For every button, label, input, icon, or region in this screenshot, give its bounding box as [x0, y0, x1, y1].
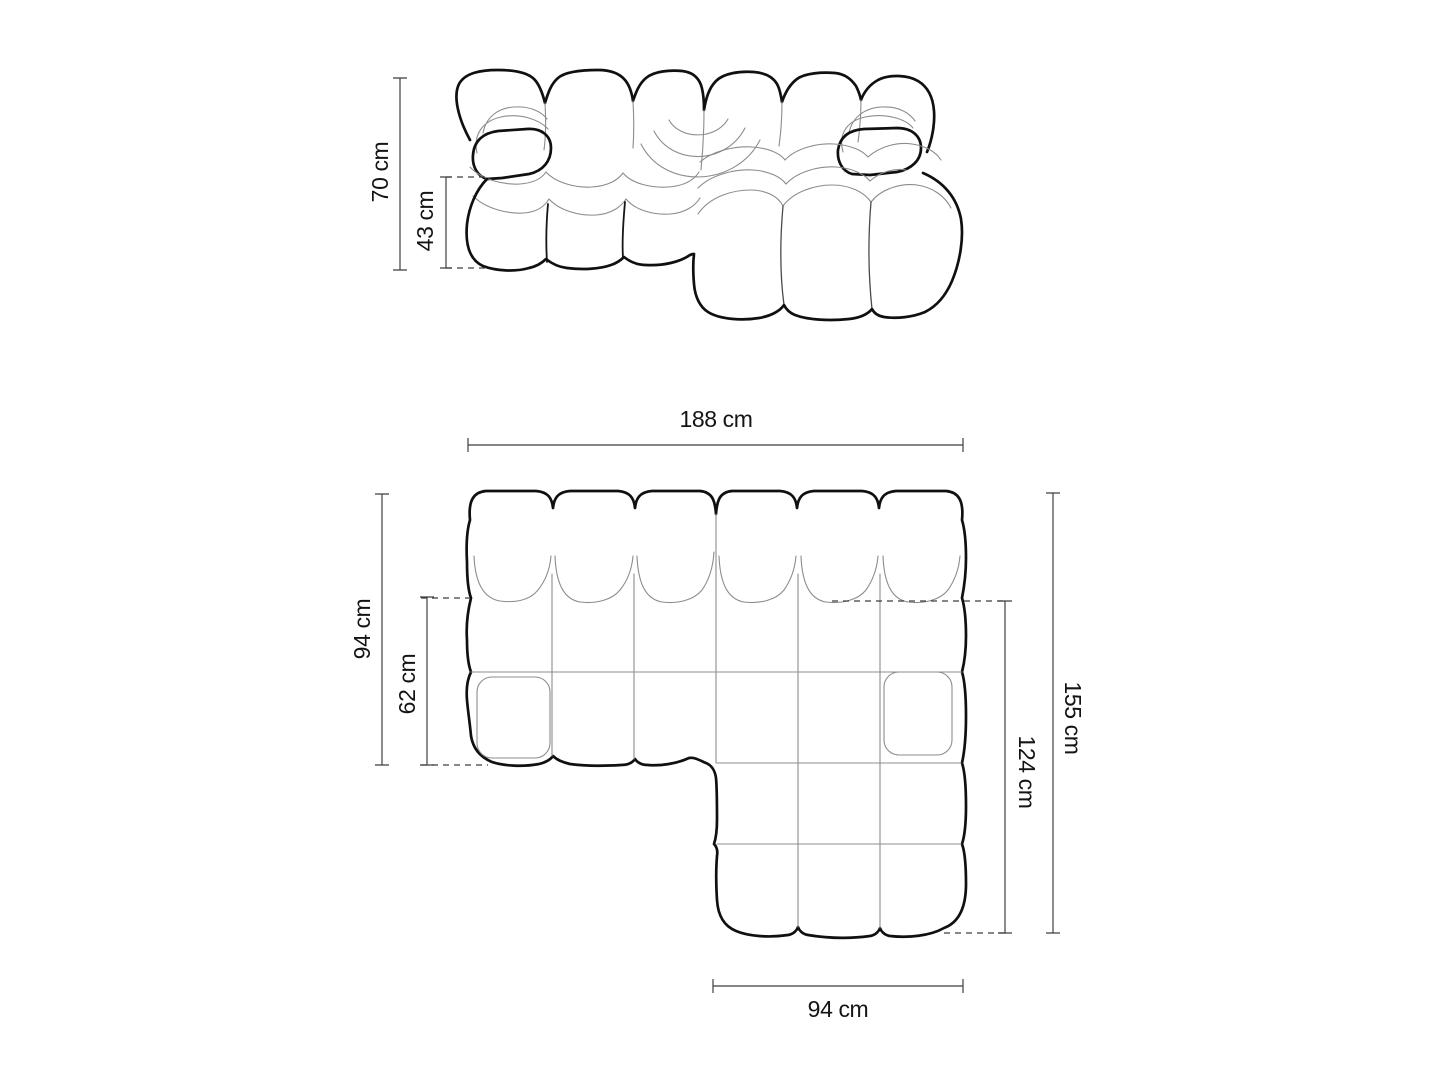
perspective-view — [456, 70, 962, 320]
right-armrest — [838, 128, 921, 175]
dim-label-seat-depth: 62 cm — [394, 653, 421, 715]
center-tuft-web — [641, 119, 760, 177]
plan-right-armrest-pad — [884, 672, 952, 755]
dim-line-seat-height — [440, 177, 452, 268]
right-seat-crease-row-1 — [700, 144, 941, 162]
backrest-top-rim — [456, 70, 934, 152]
plan-left-armrest-pad — [477, 677, 550, 758]
left-seat-crease-row-2 — [473, 196, 700, 215]
dim-line-chaise-length — [998, 601, 1012, 933]
dim-line-chaise-width — [713, 979, 963, 993]
dim-line-total-depth — [1046, 493, 1060, 933]
dim-label-chaise-width: 94 cm — [807, 996, 869, 1022]
dim-label-total-width: 188 cm — [679, 406, 753, 432]
chaise-cushion-division-lines — [781, 202, 872, 309]
top-view — [467, 491, 966, 938]
chaise-cushion-top-arcs — [698, 185, 951, 214]
dim-line-body-depth — [375, 494, 389, 765]
left-armrest — [473, 129, 551, 179]
dim-line-seat-depth — [420, 597, 434, 765]
dim-label-body-depth: 94 cm — [349, 598, 376, 660]
top-view-dimensions — [349, 406, 1086, 1022]
dim-line-total-width — [468, 438, 963, 452]
dim-label-chaise-length: 124 cm — [1013, 735, 1040, 809]
sofa-outer-contour — [467, 173, 962, 320]
plan-backrest-scallops — [474, 552, 960, 603]
dim-label-total-depth: 155 cm — [1059, 681, 1086, 755]
dim-label-total-height: 70 cm — [367, 141, 394, 203]
dim-line-total-height — [393, 78, 407, 270]
dim-label-seat-height: 43 cm — [412, 190, 439, 252]
perspective-dimensions — [367, 78, 487, 270]
